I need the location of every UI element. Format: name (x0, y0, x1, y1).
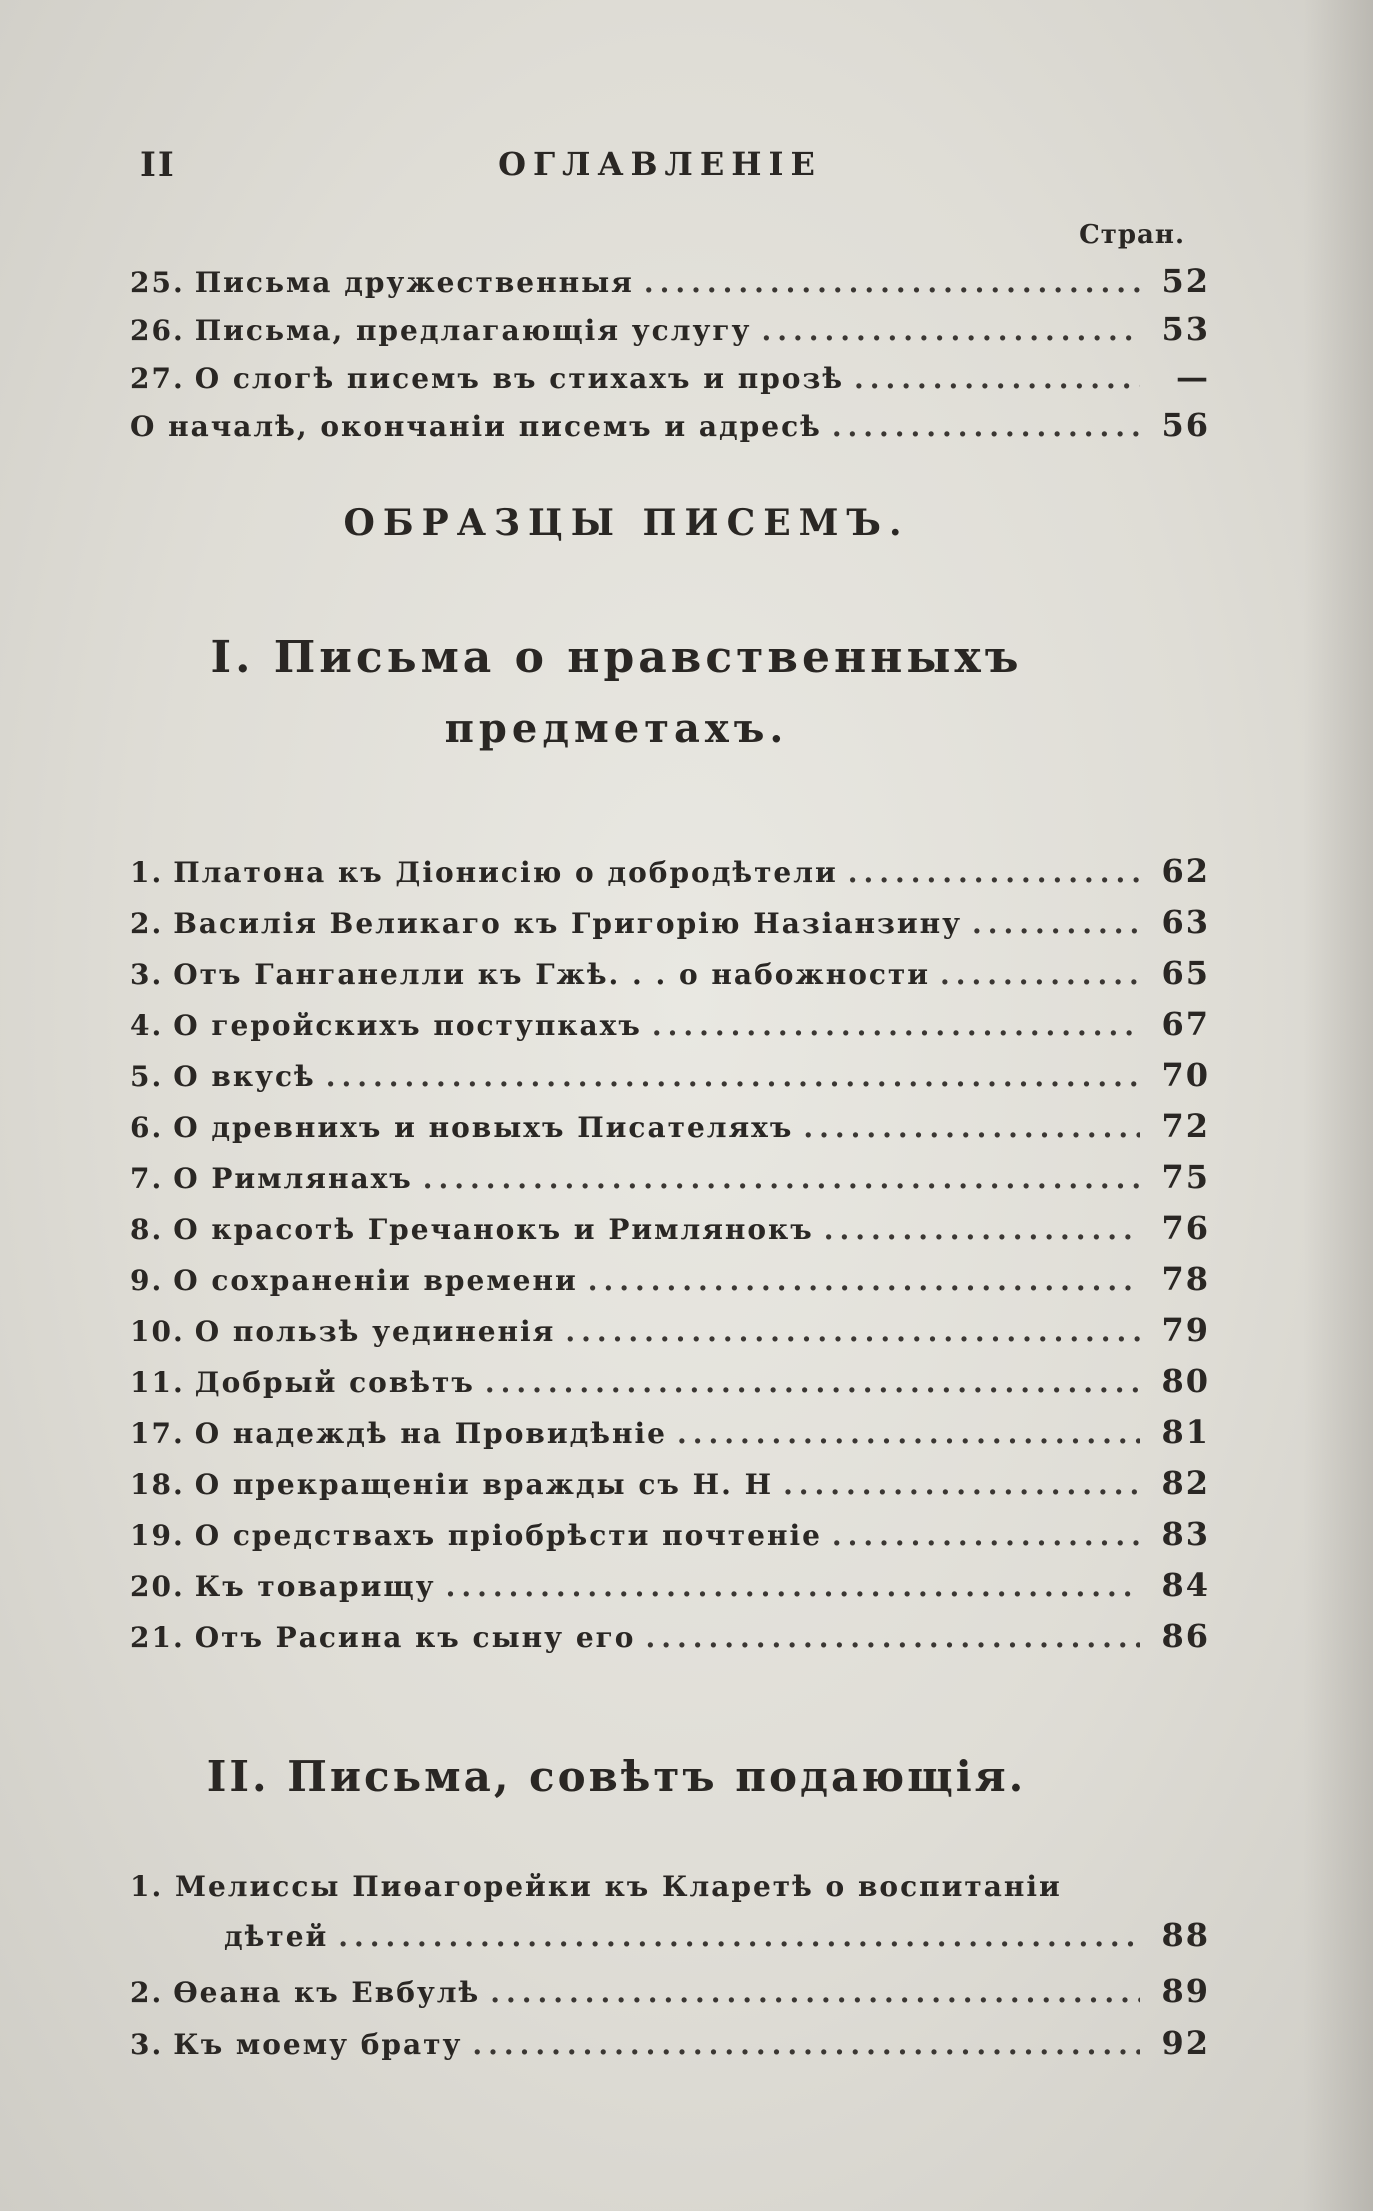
entry-title: О красотѣ Гречанокъ и Римлянокъ (173, 1213, 814, 1246)
entry-number: 9. (130, 1264, 164, 1297)
leader-dots (565, 1315, 1140, 1348)
entry-page: 70 (1161, 1056, 1210, 1094)
entry-page: 65 (1161, 954, 1210, 992)
leader-dots (645, 1621, 1140, 1654)
entry-page: 62 (1161, 852, 1210, 890)
toc-entry (130, 2024, 1210, 2068)
entry-number: 1. (130, 856, 164, 889)
entry-page: 72 (1161, 1107, 1210, 1145)
leader-dots (423, 1162, 1140, 1195)
entry-title: Мелиссы Пиѳагорейки къ Кларетѣ о воспитанiи (174, 1870, 1062, 1903)
page-edge-shadow (1303, 0, 1373, 2211)
entry-number: 17. (130, 1417, 185, 1450)
toc-entry (130, 1362, 1210, 1406)
entry-title: О Римлянахъ (173, 1162, 413, 1195)
entry-page: 84 (1161, 1566, 1210, 1604)
toc-entry (130, 358, 1210, 402)
entry-number: 7. (130, 1162, 164, 1195)
leader-dots (326, 1060, 1140, 1093)
entry-page: — (1176, 358, 1210, 396)
entry-page: 67 (1161, 1005, 1210, 1043)
leader-dots (446, 1570, 1140, 1603)
leader-dots (485, 1366, 1140, 1399)
running-header (130, 145, 1190, 195)
toc-entry (130, 954, 1210, 998)
entry-number: 2. (130, 1976, 164, 2009)
leader-dots (588, 1264, 1140, 1297)
entry-title: Къ моему брату (173, 2028, 463, 2061)
toc-entry (130, 406, 1210, 450)
section-heading-samples: ОБРАЗЦЫ ПИСЕМЪ. (343, 502, 910, 544)
entry-title: О надеждѣ на Провидѣнiе (194, 1417, 667, 1450)
entry-title: Василiя Великаго къ Григорiю Назiанзину (173, 907, 963, 940)
entry-page: 89 (1161, 1972, 1210, 2010)
entry-number: 11. (130, 1366, 185, 1399)
leader-dots (848, 856, 1140, 889)
toc-entry (130, 1515, 1210, 1559)
toc-entry (130, 1005, 1210, 1049)
entry-number: 5. (130, 1060, 164, 1093)
section-heading-one: I. Письма о нравственныхъ (210, 632, 1023, 683)
entry-title: О началѣ, окончанiи писемъ и адресѣ (130, 410, 822, 443)
entry-page: 92 (1161, 2024, 1210, 2062)
entry-title: Письма дружественныя (194, 266, 634, 299)
leader-dots (832, 1519, 1140, 1552)
entry-title: О сохраненiи времени (173, 1264, 578, 1297)
leader-dots (652, 1009, 1140, 1042)
toc-entry (130, 1566, 1210, 1610)
entry-number: 3. (130, 958, 164, 991)
toc-entry-continuation (130, 1916, 1210, 1960)
entry-page: 81 (1161, 1413, 1210, 1451)
toc-entry (130, 1107, 1210, 1151)
entry-number: 2. (130, 907, 164, 940)
leader-dots (677, 1417, 1140, 1450)
entry-number: 26. (130, 314, 185, 347)
toc-entry (130, 1413, 1210, 1457)
entry-page: 86 (1161, 1617, 1210, 1655)
entry-title: О прекращенiи вражды съ Н. Н (194, 1468, 774, 1501)
entry-number: 25. (130, 266, 185, 299)
entry-number: 19. (130, 1519, 185, 1552)
entry-title: Платона къ Дiонисiю о добродѣтели (173, 856, 838, 889)
entry-number: 4. (130, 1009, 164, 1042)
entry-title: Добрый совѣтъ (194, 1366, 475, 1399)
entry-number: 1. (130, 1870, 164, 1903)
entry-title: Отъ Ганганелли къ Гжѣ. . . о набожности (173, 958, 931, 991)
entry-number: 21. (130, 1621, 185, 1654)
section-heading-two: II. Письма, совѣтъ подающiя. (206, 1752, 1027, 1801)
leader-dots (761, 314, 1140, 347)
toc-entry (130, 1464, 1210, 1508)
entry-title: О пользѣ уединенiя (194, 1315, 556, 1348)
entry-page: 52 (1161, 262, 1210, 300)
toc-entry (130, 1209, 1210, 1253)
entry-page: 79 (1161, 1311, 1210, 1349)
entry-number: 27. (130, 362, 185, 395)
toc-entry (130, 1972, 1210, 2016)
section-heading-one-continued: предметахъ. (444, 705, 789, 752)
entry-number: 10. (130, 1315, 185, 1348)
entry-title: Къ товарищу (194, 1570, 436, 1603)
toc-entry (130, 1158, 1210, 1202)
entry-page: 88 (1161, 1916, 1210, 1954)
page-column-label: Стран. (1079, 220, 1185, 250)
leader-dots (832, 410, 1140, 443)
entry-title: О древнихъ и новыхъ Писателяхъ (173, 1111, 794, 1144)
toc-entry (130, 262, 1210, 306)
entry-number: 8. (130, 1213, 164, 1246)
toc-entry-first-line (130, 1870, 1062, 1903)
toc-entry (130, 1260, 1210, 1304)
entry-page: 76 (1161, 1209, 1210, 1247)
entry-title: О средствахъ прiобрѣсти почтенiе (194, 1519, 822, 1552)
entry-page: 82 (1161, 1464, 1210, 1502)
entry-title: Письма, предлагающiя услугу (194, 314, 752, 347)
leader-dots (854, 362, 1140, 395)
entry-number: 6. (130, 1111, 164, 1144)
leader-dots (940, 958, 1140, 991)
entry-page: 63 (1161, 903, 1210, 941)
page-number: II (140, 145, 176, 185)
toc-entry (130, 1617, 1210, 1661)
entry-title: О слогѣ писемъ въ стихахъ и прозѣ (194, 362, 845, 395)
entry-title-continued: дѣтей (224, 1920, 329, 1953)
entry-page: 56 (1161, 406, 1210, 444)
entry-page: 53 (1161, 310, 1210, 348)
leader-dots (472, 2028, 1140, 2061)
leader-dots (783, 1468, 1140, 1501)
toc-entry (130, 852, 1210, 896)
leader-dots (803, 1111, 1140, 1144)
entry-page: 75 (1161, 1158, 1210, 1196)
entry-number: 18. (130, 1468, 185, 1501)
leader-dots (972, 907, 1140, 940)
page-title: ОГЛАВЛЕНIЕ (498, 145, 822, 183)
toc-entry (130, 310, 1210, 354)
entry-title: О вкусѣ (173, 1060, 316, 1093)
entry-title: Ѳеана къ Евбулѣ (173, 1976, 481, 2009)
entry-title: Отъ Расина къ сыну его (194, 1621, 636, 1654)
entry-number: 20. (130, 1570, 185, 1603)
entry-page: 83 (1161, 1515, 1210, 1553)
leader-dots (490, 1976, 1140, 2009)
toc-entry (130, 1311, 1210, 1355)
entry-title: О геройскихъ поступкахъ (173, 1009, 642, 1042)
leader-dots (644, 266, 1140, 299)
entry-page: 80 (1161, 1362, 1210, 1400)
toc-entry (130, 903, 1210, 947)
toc-entry (130, 1056, 1210, 1100)
entry-number: 3. (130, 2028, 164, 2061)
entry-page: 78 (1161, 1260, 1210, 1298)
leader-dots (824, 1213, 1140, 1246)
leader-dots (338, 1920, 1140, 1953)
